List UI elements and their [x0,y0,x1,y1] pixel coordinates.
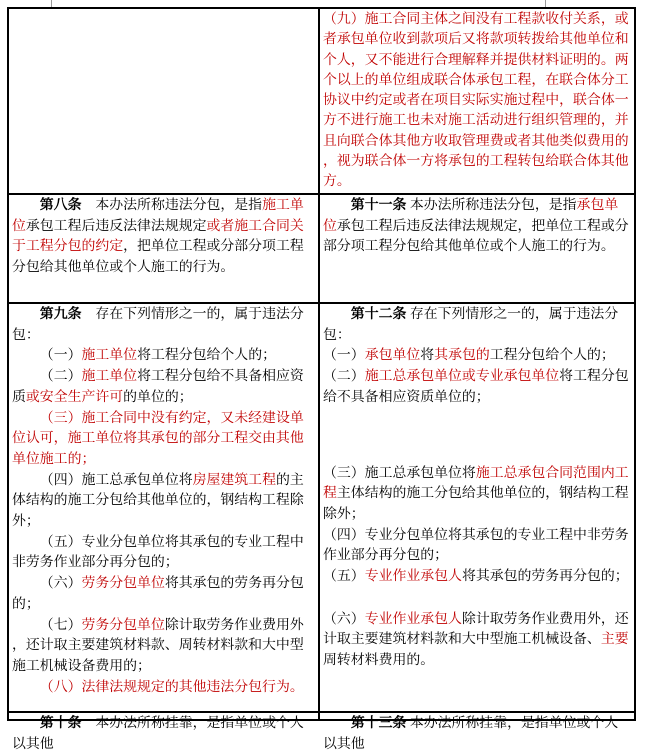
text-segment-highlighted: 承包单位 [323,198,619,234]
text-segment-highlighted: 或者施工合同关于工程分包的约定 [12,218,304,255]
paragraph [12,367,315,408]
table-cell-left [9,9,320,193]
comparison-table [7,7,636,752]
table-cell-left [9,195,320,302]
paragraph [323,610,631,672]
text-segment: （二） [39,369,82,385]
text-segment-highlighted: 施工总承包单位或专业承包单位 [364,369,560,385]
table-cell-right [320,304,634,711]
text-segment: （一） [39,348,82,364]
paragraph [323,305,631,346]
article-number: 第十一条 [350,198,407,213]
paragraph [323,526,631,567]
text-segment: （六） [323,611,365,627]
text-segment: 本办法所称违法分包，是指 [81,198,263,213]
paragraph [323,196,631,258]
paragraph [323,464,631,526]
table-cell-right [320,9,634,193]
paragraph [323,714,631,755]
paragraph [12,574,315,615]
text-segment: ，把单位工程或分部分项工程分包给其他单位或个人施工的行为。 [12,239,304,276]
paragraph [12,196,315,279]
text-segment-highlighted: 房屋建筑工程 [192,472,276,488]
text-segment: 主体结构的施工分包给其他单位的，钢结构工程除外； [323,486,629,522]
article-number: 第九条 [39,307,82,322]
text-segment-highlighted: 专业作业承包人 [364,611,462,627]
text-segment-highlighted: 施工单位 [81,369,138,385]
text-segment: 将工程分包给个人的； [137,348,276,364]
article-number: 第八条 [39,198,82,213]
text-segment-highlighted: （九）施工合同主体之间没有工程款收付关系，或者承包单位收到款项后又将款项转拨给其他单位和个人，又不能进行合理解释并提供材料证明的。两个以上的单位组成联合体承包工程，在联合体分工协议中约定或者在项目实际实施过程中，联合体一方不进行施工也未对施工活动进行组织管理的，并且向联合体其他方收取管理费或者其他类似费用的，视为联合体一方将承包的工程转包给联合体其他方。 [323,12,629,190]
text-segment: （二） [323,369,365,385]
text-segment-highlighted: （八）法律法规规定的其他违法分包行为。 [39,679,304,695]
paragraph [12,471,315,533]
paragraph [323,567,631,588]
text-segment-highlighted: 主要 [600,632,629,648]
text-segment: 将工程分包给不具备相应资质单位的； [323,369,629,405]
text-segment: （四）施工总承包单位将 [39,472,193,488]
text-segment: 将其承包的劳务再分包的； [461,569,629,585]
text-segment: （五） [323,569,365,585]
text-segment: 承包工程后违反法律法规规定，把单位工程或分部分项工程分包给其他单位或个人施工的行为。 [323,218,629,255]
table-row [9,304,634,713]
text-segment: 的主体结构的施工分包给其他单位的，钢结构工程除外； [12,472,304,530]
text-segment: 工程分包给个人的； [489,348,615,364]
text-segment-highlighted: 或安全生产许可 [25,389,124,405]
paragraph [12,346,315,367]
paragraph [323,10,631,193]
text-segment-highlighted: 施工单位 [81,348,138,364]
text-segment: 存在下列情形之一的，属于违法分包： [323,307,619,343]
table-row [9,9,634,195]
text-segment: 本办法所称违法分包，是指 [406,198,577,213]
text-segment-highlighted: 施工总承包合同范围内工程 [323,465,629,502]
text-segment: 除计取劳务作业费用外，还计取主要建筑材料款、周转材料款和大中型施工机械设备费用的； [12,617,304,674]
table-row [9,195,634,304]
text-segment-highlighted: 施工单位 [12,198,304,234]
text-segment: 除计取劳务作业费用外，还计取主要建筑材料款和大中型施工机械设备、 [323,611,629,648]
text-segment: （六） [39,576,82,592]
text-segment: （五）专业分包单位将其承包的专业工程中非劳务作业部分再分包的； [12,534,304,571]
paragraph [12,533,315,574]
text-segment: （一） [323,348,365,364]
text-segment: 周转材料费用的。 [323,653,435,669]
text-segment-highlighted: 专业作业承包人 [364,569,462,585]
article-number: 第十二条 [350,307,407,322]
text-segment-highlighted: 劳务分包单位 [81,617,165,633]
text-segment: 本办法所称挂靠，是指单位或个人以其他 [323,716,619,752]
article-number: 第十三条 [350,716,407,731]
paragraph [12,714,315,755]
paragraph [12,616,315,678]
text-segment-highlighted: （三）施工合同中没有约定，又未经建设单位认可，施工单位将其承包的部分工程交由其他单位施工的； [12,410,304,467]
text-segment: 的单位的； [123,389,193,405]
table-cell-left [9,304,320,711]
text-segment: （三）施工总承包单位将 [323,465,476,481]
text-segment-highlighted: 其承包的 [434,348,490,364]
text-segment: 承包工程后违反法律法规规定 [25,218,207,234]
text-segment-highlighted: 劳务分包单位 [81,576,165,592]
text-segment: （七） [39,617,82,633]
text-segment: 本办法所称挂靠，是指单位或个人以其他 [12,716,304,752]
text-segment: 将其承包的劳务再分包的； [12,576,304,612]
paragraph [323,367,631,408]
table-cell-right [320,713,634,752]
article-number: 第十条 [39,716,82,731]
table-cell-right [320,195,634,302]
text-segment: 将工程分包给不具备相应资质 [12,369,304,405]
text-segment: 将 [420,348,435,364]
table-cell-left [9,713,320,752]
text-segment-highlighted: 承包单位 [364,348,421,364]
paragraph [12,409,315,471]
text-segment: 存在下列情形之一的，属于违法分包： [12,307,304,343]
paragraph [12,678,315,699]
table-row-clipped [9,713,634,752]
paragraph [323,346,631,367]
text-segment: （四）专业分包单位将其承包的专业工程中非劳务作业部分再分包的； [323,527,629,564]
paragraph [12,305,315,346]
